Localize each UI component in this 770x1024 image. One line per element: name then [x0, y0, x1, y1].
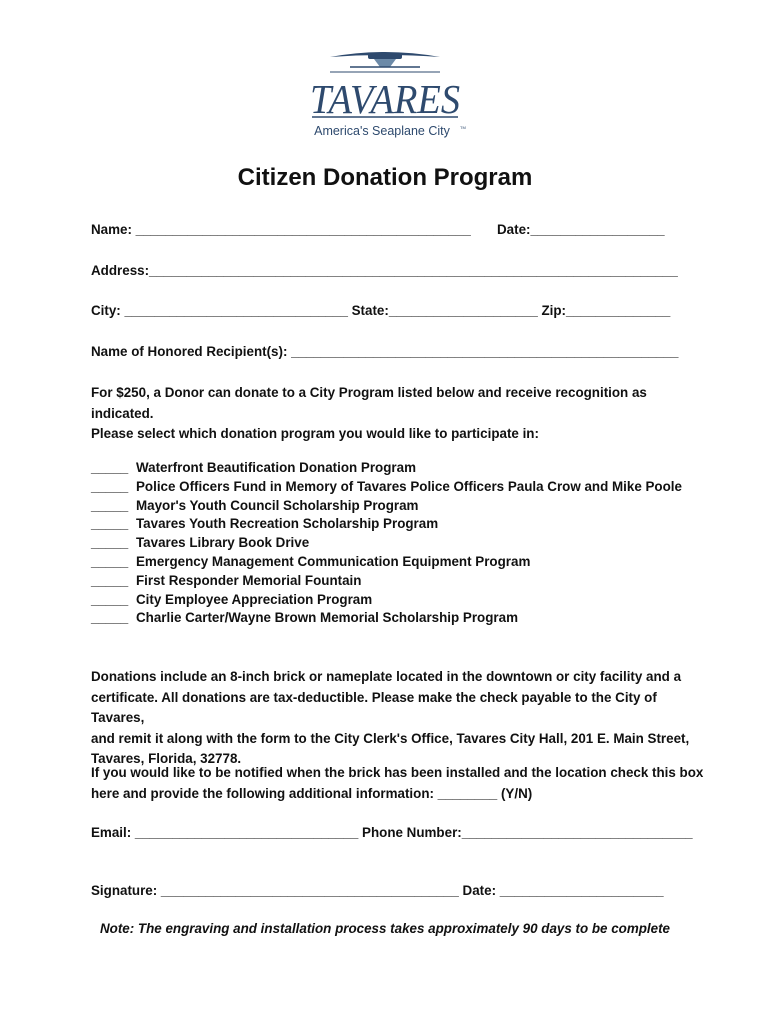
list-item[interactable] — [91, 534, 711, 553]
program-checkbox-blank[interactable]: _____ — [91, 497, 129, 513]
intro-line: Please select which donation program you would like to participate in: — [91, 426, 539, 441]
notify-paragraph — [91, 763, 711, 804]
list-item[interactable] — [91, 553, 711, 572]
program-list — [91, 459, 711, 628]
list-item[interactable] — [91, 497, 711, 516]
tavares-logo — [300, 45, 470, 140]
program-checkbox-blank[interactable]: _____ — [91, 610, 129, 626]
footer-note: Note: The engraving and installation process takes approximately 90 days to be complete — [99, 921, 670, 936]
program-label: Charlie Carter/Wayne Brown Memorial Scholarship Program — [136, 610, 518, 626]
program-checkbox-blank[interactable]: _____ — [91, 553, 129, 569]
city-state-zip-field[interactable]: City: ______________________________ State:____________________ Zip:______________ — [91, 303, 671, 318]
list-item[interactable] — [91, 478, 711, 497]
program-label: Emergency Management Communication Equipment Program — [136, 553, 531, 569]
donations-paragraph — [91, 667, 711, 770]
list-item[interactable] — [91, 609, 711, 628]
program-label: First Responder Memorial Fountain — [136, 572, 362, 588]
logo-tagline: America's Seaplane City — [314, 124, 450, 138]
program-label: Tavares Youth Recreation Scholarship Program — [136, 516, 439, 532]
email-phone-field[interactable]: Email: ______________________________ Phone Number:_______________________________ — [91, 825, 693, 840]
program-checkbox-blank[interactable]: _____ — [91, 460, 129, 475]
page-title: Citizen Donation Program — [237, 164, 533, 191]
list-item[interactable] — [91, 572, 711, 591]
signature-field[interactable]: Signature: ________________________________________ Date: ______________________ — [91, 883, 664, 898]
notify-line: If you would like to be notified when the brick has been installed and the location check this box — [91, 765, 704, 780]
donations-line: Tavares, Florida, 32778. — [91, 751, 242, 766]
seaplane-logo-icon — [300, 45, 470, 140]
program-label: City Employee Appreciation Program — [136, 591, 373, 607]
program-checkbox-blank[interactable]: _____ — [91, 535, 129, 551]
program-checkbox-blank[interactable]: _____ — [91, 516, 129, 532]
intro-paragraph — [91, 383, 711, 445]
program-checkbox-blank[interactable]: _____ — [91, 478, 129, 494]
program-checkbox-blank[interactable]: _____ — [91, 572, 129, 588]
date-field[interactable]: Date:__________________ — [497, 222, 665, 237]
program-label: Police Officers Fund in Memory of Tavares Police Officers Paula Crow and Mike Poole — [136, 478, 682, 494]
intro-line: For $250, a Donor can donate to a City Program listed below and receive recognition as indicated. — [91, 385, 647, 421]
donations-line: Donations include an 8-inch brick or nameplate located in the downtown or city facility and a — [91, 669, 682, 684]
donations-line: and remit it along with the form to the City Clerk's Office, Tavares City Hall, 201 E. Main Street, — [91, 730, 690, 746]
list-item[interactable] — [91, 515, 711, 534]
address-field[interactable]: Address:_______________________________________________________________________ — [91, 263, 678, 278]
list-item[interactable] — [91, 459, 711, 478]
donations-line: certificate. All donations are tax-deductible. Please make the check payable to the City of Tavares, — [91, 689, 657, 725]
list-item[interactable] — [91, 591, 711, 610]
program-label: Waterfront Beautification Donation Program — [136, 460, 416, 475]
program-checkbox-blank[interactable]: _____ — [91, 591, 129, 607]
notify-line[interactable]: here and provide the following additional information: ________ (Y/N) — [91, 785, 533, 801]
name-field[interactable]: Name: _____________________________________________ — [91, 222, 471, 237]
logo-trademark: TM — [460, 125, 466, 130]
program-label: Tavares Library Book Drive — [136, 535, 310, 551]
program-label: Mayor's Youth Council Scholarship Program — [136, 497, 419, 513]
honored-recipient-field[interactable]: Name of Honored Recipient(s): ____________________________________________________ — [91, 344, 679, 359]
logo-wordmark: TAVARES — [310, 76, 460, 122]
